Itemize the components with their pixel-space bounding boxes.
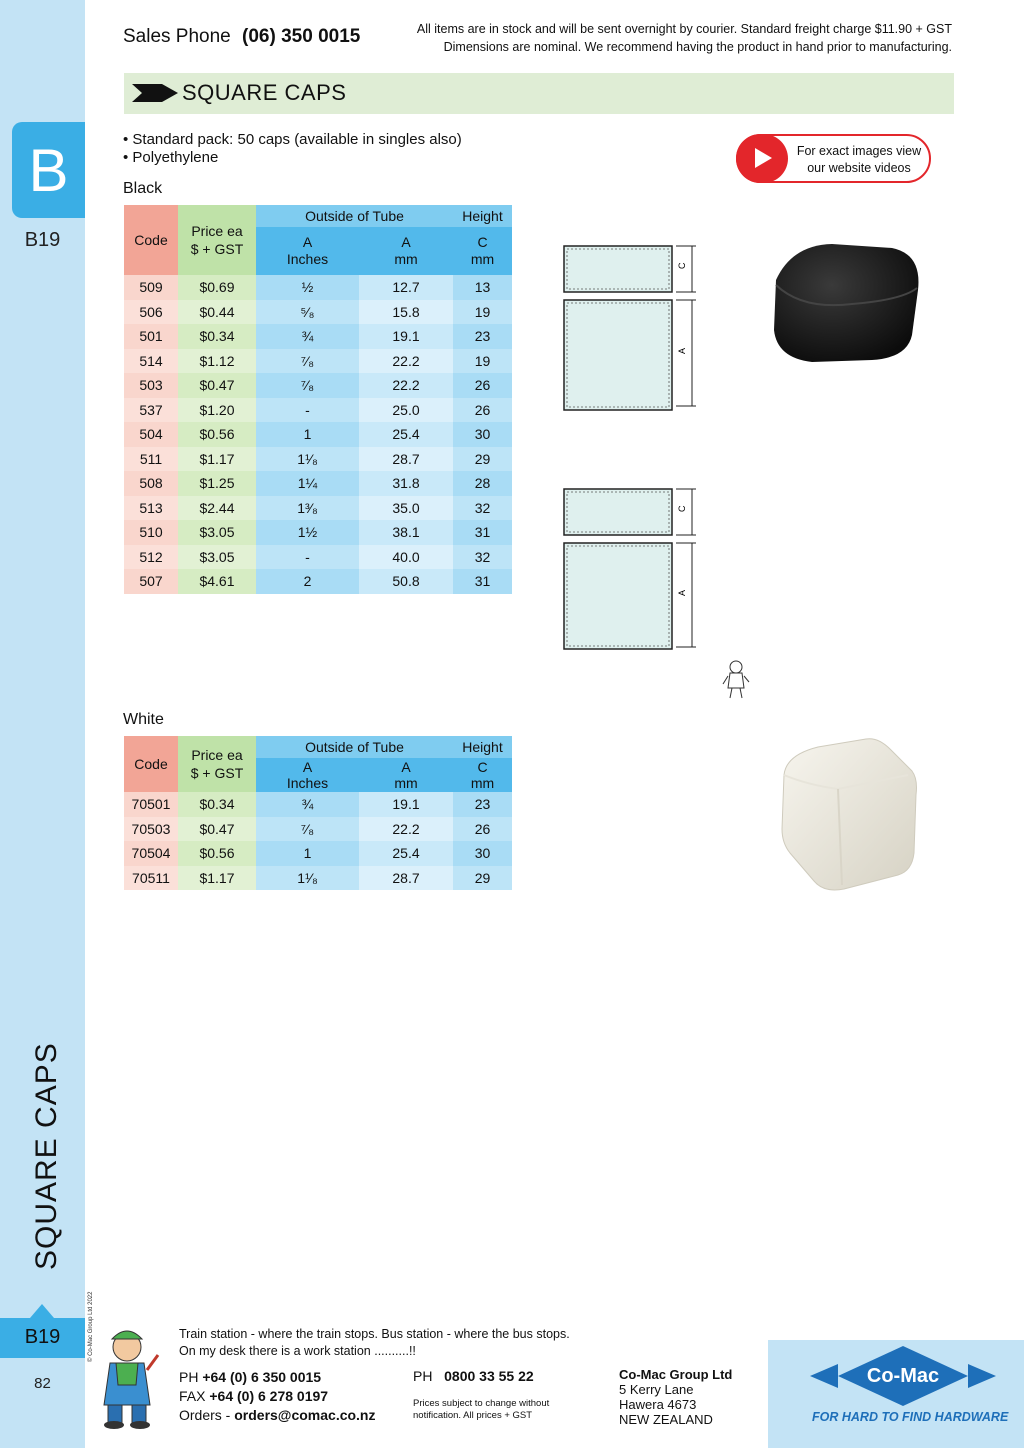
table-row (124, 792, 512, 817)
cell-price: $1.12 (178, 349, 256, 374)
company-address (619, 1367, 732, 1427)
col-label: A (401, 759, 411, 775)
notice-line: All items are in stock and will be sent overnight by courier. Standard freight charge $11.90 + GST (416, 22, 952, 36)
cell-mm: 28.7 (359, 447, 453, 472)
col-label: mm (470, 775, 495, 791)
cell-mm: 40.0 (359, 545, 453, 570)
cell-height: 19 (453, 300, 512, 325)
address-line: NEW ZEALAND (619, 1412, 713, 1427)
white-table (124, 736, 512, 890)
dim-c-label: C (677, 505, 687, 512)
section-letter: B (28, 136, 69, 204)
freephone-number[interactable]: 0800 33 55 22 (444, 1368, 534, 1384)
cell-height: 31 (453, 569, 512, 594)
cell-height: 23 (453, 324, 512, 349)
table-row (124, 373, 512, 398)
cell-inches: - (256, 545, 359, 570)
cell-inches: ⁷⁄₈ (256, 817, 359, 842)
title-banner (124, 73, 954, 114)
table-row (124, 520, 512, 545)
cell-mm: 25.4 (359, 841, 453, 866)
cell-mm: 25.0 (359, 398, 453, 423)
cell-height: 30 (453, 422, 512, 447)
sales-number[interactable]: (06) 350 0015 (242, 26, 361, 47)
cell-height: 13 (453, 275, 512, 300)
cell-code: 504 (124, 422, 178, 447)
video-button[interactable] (736, 134, 931, 183)
phone-row (179, 1368, 376, 1387)
table-row (124, 275, 512, 300)
black-cap-photo (762, 240, 927, 365)
col-c (453, 758, 512, 792)
comac-logo (808, 1344, 998, 1408)
cell-code: 70501 (124, 792, 178, 817)
cell-inches: ¾ (256, 324, 359, 349)
price-sub-header: $ + GST (190, 765, 244, 781)
table-row (124, 569, 512, 594)
copyright: © Co-Mac Group Ltd 2022 (88, 1291, 94, 1362)
orders-row (179, 1406, 376, 1425)
stock-notice (417, 20, 952, 56)
video-button-label (790, 143, 928, 177)
company-name: Co-Mac Group Ltd (619, 1367, 733, 1382)
cell-code: 512 (124, 545, 178, 570)
table-row (124, 545, 512, 570)
cell-mm: 25.4 (359, 422, 453, 447)
col-label: mm (394, 775, 418, 791)
cell-mm: 28.7 (359, 866, 453, 891)
fax-number: +64 (0) 6 278 0197 (209, 1388, 329, 1404)
phone-number[interactable]: +64 (0) 6 350 0015 (202, 1369, 322, 1385)
cell-inches: 1³⁄₈ (256, 496, 359, 521)
bottom-section-code: B19 (24, 1326, 61, 1348)
cell-price: $2.44 (178, 496, 256, 521)
vertical-title: SQUARE CAPS (30, 1042, 63, 1270)
white-cap-photo (778, 735, 923, 895)
cell-inches: 1½ (256, 520, 359, 545)
dim-c-label: C (677, 262, 687, 269)
cell-height: 31 (453, 520, 512, 545)
cell-price: $0.56 (178, 422, 256, 447)
white-label: White (123, 711, 164, 728)
cell-code: 506 (124, 300, 178, 325)
table-row (124, 447, 512, 472)
cell-price: $3.05 (178, 545, 256, 570)
col-code: Code (124, 736, 178, 792)
page-number: 82 (34, 1375, 51, 1392)
cell-inches: 1¹⁄₈ (256, 866, 359, 891)
col-label: mm (470, 251, 495, 267)
cell-price: $3.05 (178, 520, 256, 545)
price-note (413, 1398, 549, 1422)
table-row (124, 398, 512, 423)
cell-code: 501 (124, 324, 178, 349)
cell-height: 26 (453, 817, 512, 842)
section-code: B19 (24, 229, 61, 251)
cell-mm: 31.8 (359, 471, 453, 496)
cell-mm: 22.2 (359, 817, 453, 842)
cell-code: 70504 (124, 841, 178, 866)
cell-inches: 2 (256, 569, 359, 594)
phone-label: PH (179, 1369, 199, 1385)
cell-inches: 1 (256, 841, 359, 866)
cell-price: $4.61 (178, 569, 256, 594)
video-label-line: For exact images view (796, 144, 922, 158)
feature-item: • Standard pack: 50 caps (available in singles also) (123, 131, 462, 148)
cell-height: 32 (453, 545, 512, 570)
white-cap-diagram (558, 483, 708, 658)
table-row (124, 841, 512, 866)
cell-inches: ½ (256, 275, 359, 300)
cell-height: 29 (453, 447, 512, 472)
cell-inches: 1 (256, 422, 359, 447)
feature-item: • Polyethylene (123, 149, 219, 166)
address-line: 5 Kerry Lane (619, 1382, 694, 1397)
cell-inches: - (256, 398, 359, 423)
cell-mm: 22.2 (359, 349, 453, 374)
joke-line: On my desk there is a work station ..........!! (179, 1344, 416, 1358)
feature-list (123, 131, 462, 167)
cell-height: 26 (453, 398, 512, 423)
price-sub-header: $ + GST (190, 241, 244, 257)
orders-email-link[interactable]: orders@comac.co.nz (234, 1407, 376, 1423)
cell-code: 510 (124, 520, 178, 545)
cell-code: 514 (124, 349, 178, 374)
cell-code: 507 (124, 569, 178, 594)
cell-mm: 38.1 (359, 520, 453, 545)
price-header: Price ea (191, 747, 243, 763)
orders-label: Orders - (179, 1407, 231, 1423)
col-label: C (477, 234, 488, 250)
section-tab (12, 122, 85, 218)
col-height: Height (453, 205, 512, 227)
cell-mm: 15.8 (359, 300, 453, 325)
arrow-icon (132, 84, 178, 102)
cell-price: $0.47 (178, 817, 256, 842)
cell-price: $0.44 (178, 300, 256, 325)
cell-height: 32 (453, 496, 512, 521)
cell-price: $0.69 (178, 275, 256, 300)
col-outside: Outside of Tube (256, 205, 453, 227)
cell-inches: ⁷⁄₈ (256, 373, 359, 398)
cell-mm: 19.1 (359, 324, 453, 349)
cell-height: 29 (453, 866, 512, 891)
col-price (178, 205, 256, 275)
mascot-icon (92, 1325, 162, 1430)
cell-code: 70511 (124, 866, 178, 891)
price-header: Price ea (191, 223, 243, 239)
col-a-inches (256, 227, 359, 275)
cell-price: $0.34 (178, 324, 256, 349)
cell-code: 503 (124, 373, 178, 398)
mascot-sketch-icon (722, 658, 750, 700)
note-line: notification. All prices + GST (413, 1410, 533, 1421)
cell-height: 23 (453, 792, 512, 817)
col-a-mm (359, 227, 453, 275)
col-code: Code (124, 205, 178, 275)
cell-mm: 12.7 (359, 275, 453, 300)
cell-code: 70503 (124, 817, 178, 842)
cell-code: 511 (124, 447, 178, 472)
col-label: A (302, 234, 313, 250)
table-row (124, 866, 512, 891)
table-row (124, 422, 512, 447)
note-line: Prices subject to change without (413, 1398, 550, 1409)
cell-code: 508 (124, 471, 178, 496)
cell-mm: 35.0 (359, 496, 453, 521)
play-icon (736, 134, 788, 183)
table-row (124, 349, 512, 374)
cell-price: $1.17 (178, 447, 256, 472)
dim-a-label: A (677, 347, 687, 354)
col-label: Inches (286, 775, 329, 791)
col-label: A (302, 759, 313, 775)
table-row (124, 324, 512, 349)
fax-label: FAX (179, 1388, 206, 1404)
col-height: Height (453, 736, 512, 758)
cell-height: 26 (453, 373, 512, 398)
col-a-inches (256, 758, 359, 792)
sales-label: Sales Phone (123, 26, 231, 47)
black-label: Black (123, 180, 163, 197)
col-label: C (477, 759, 488, 775)
cell-height: 30 (453, 841, 512, 866)
logo-text: Co-Mac (866, 1365, 940, 1387)
video-label-line: our website videos (807, 161, 911, 175)
cell-price: $1.20 (178, 398, 256, 423)
cell-inches: ¾ (256, 792, 359, 817)
col-label: Inches (286, 251, 329, 267)
col-c (453, 227, 512, 275)
freephone-label: PH (413, 1368, 433, 1384)
cell-mm: 22.2 (359, 373, 453, 398)
address-line: Hawera 4673 (619, 1397, 697, 1412)
bottom-tab-notch (30, 1304, 54, 1318)
cell-code: 509 (124, 275, 178, 300)
col-a-mm (359, 758, 453, 792)
cell-inches: 1¼ (256, 471, 359, 496)
cell-price: $0.34 (178, 792, 256, 817)
col-price (178, 736, 256, 792)
joke-line: Train station - where the train stops. Bus station - where the bus stops. (179, 1327, 570, 1341)
cell-height: 28 (453, 471, 512, 496)
table-row (124, 300, 512, 325)
cell-price: $0.56 (178, 841, 256, 866)
freephone (413, 1368, 534, 1384)
cell-inches: ⁵⁄₈ (256, 300, 359, 325)
col-label: A (401, 234, 411, 250)
cell-price: $1.17 (178, 866, 256, 891)
notice-line: Dimensions are nominal. We recommend having the product in hand prior to manufacturing. (443, 40, 952, 54)
cell-inches: ⁷⁄₈ (256, 349, 359, 374)
cell-code: 537 (124, 398, 178, 423)
col-label: mm (394, 251, 418, 267)
cell-mm: 19.1 (359, 792, 453, 817)
fax-row (179, 1387, 376, 1406)
cell-mm: 50.8 (359, 569, 453, 594)
black-cap-diagram (558, 240, 708, 415)
dim-a-label: A (677, 589, 687, 596)
table-row (124, 817, 512, 842)
cell-height: 19 (453, 349, 512, 374)
contact-block (179, 1368, 376, 1425)
cell-code: 513 (124, 496, 178, 521)
footer-joke (179, 1326, 570, 1360)
table-row (124, 496, 512, 521)
sales-phone (123, 26, 360, 48)
tagline: FOR HARD TO FIND HARDWARE (812, 1410, 1009, 1424)
cell-price: $1.25 (178, 471, 256, 496)
banner-title: SQUARE CAPS (182, 80, 347, 105)
cell-price: $0.47 (178, 373, 256, 398)
black-table (124, 205, 512, 594)
col-outside: Outside of Tube (256, 736, 453, 758)
table-row (124, 471, 512, 496)
cell-inches: 1¹⁄₈ (256, 447, 359, 472)
